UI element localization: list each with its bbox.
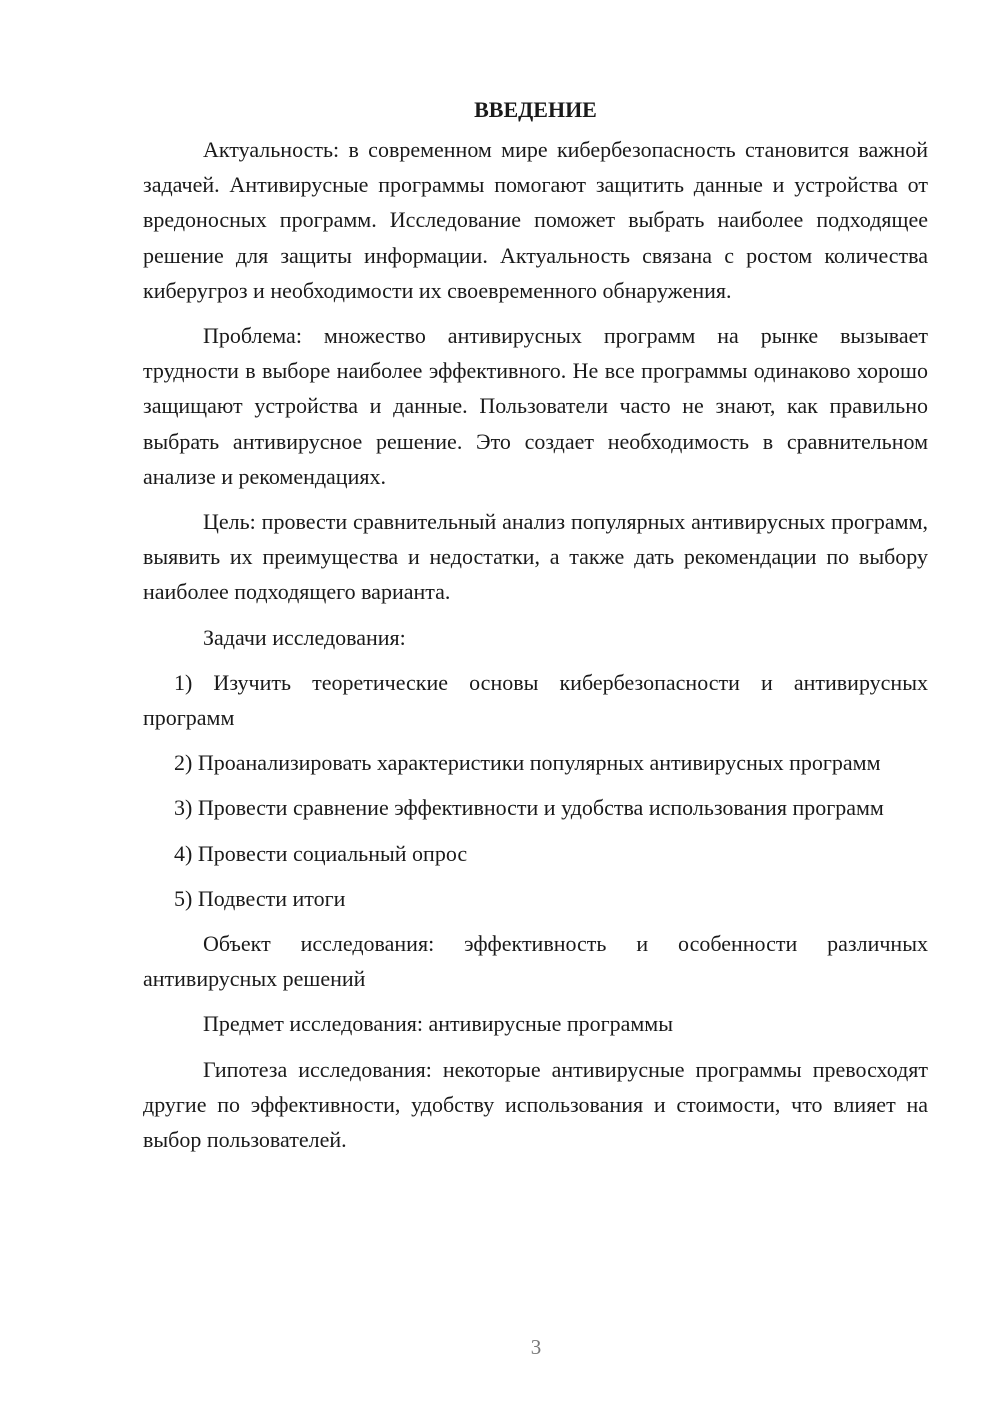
object-paragraph: Объект исследования: эффективность и особенности различных антивирусных решений (143, 931, 928, 992)
hypothesis-paragraph: Гипотеза исследования: некоторые антивирусные программы превосходят другие по эффективности, удобству использования и стоимости, что влияет на выбор пользователей. (143, 1056, 928, 1153)
page-number: 3 (530, 1335, 542, 1359)
task-item: 3) Провести сравнение эффективности и удобства использования программ (174, 795, 884, 821)
relevance-paragraph: Актуальность: в современном мире кибербезопасность становится важной задачей. Антивирусные программы помогают защитить данные и устройства от вредоносных программ. Исследование поможет выбрать наиболее подходящее решение для защиты информации. Актуальность связана с ростом количества киберугроз и необходимости их своевременного обнаружения. (143, 137, 928, 303)
task-item: 5) Подвести итоги (174, 885, 346, 911)
document-page (143, 92, 928, 1167)
page-title: ВВЕДЕНИЕ (474, 97, 597, 122)
tasks-list (143, 665, 928, 916)
goal-paragraph: Цель: провести сравнительный анализ популярных антивирусных программ, выявить их преимущества и недостатки, а также дать рекомендации по выбору наиболее подходящего варианта. (143, 509, 928, 605)
subject-paragraph: Предмет исследования: антивирусные программы (203, 1011, 674, 1037)
problem-paragraph: Проблема: множество антивирусных программ на рынке вызывает трудности в выборе наиболее эффективного. Не все программы одинаково хорошо защищают устройства и данные. Пользователи часто не знают, как правильно выбрать антивирусное решение. Это создает необходимость в сравнительном анализе и рекомендациях. (143, 323, 928, 489)
task-item: 2) Проанализировать характеристики популярных антивирусных программ (174, 750, 881, 776)
task-item: 1) Изучить теоретические основы кибербезопасности и антивирусных программ (143, 669, 928, 731)
tasks-heading: Задачи исследования: (203, 624, 406, 650)
task-item: 4) Провести социальный опрос (174, 840, 468, 866)
